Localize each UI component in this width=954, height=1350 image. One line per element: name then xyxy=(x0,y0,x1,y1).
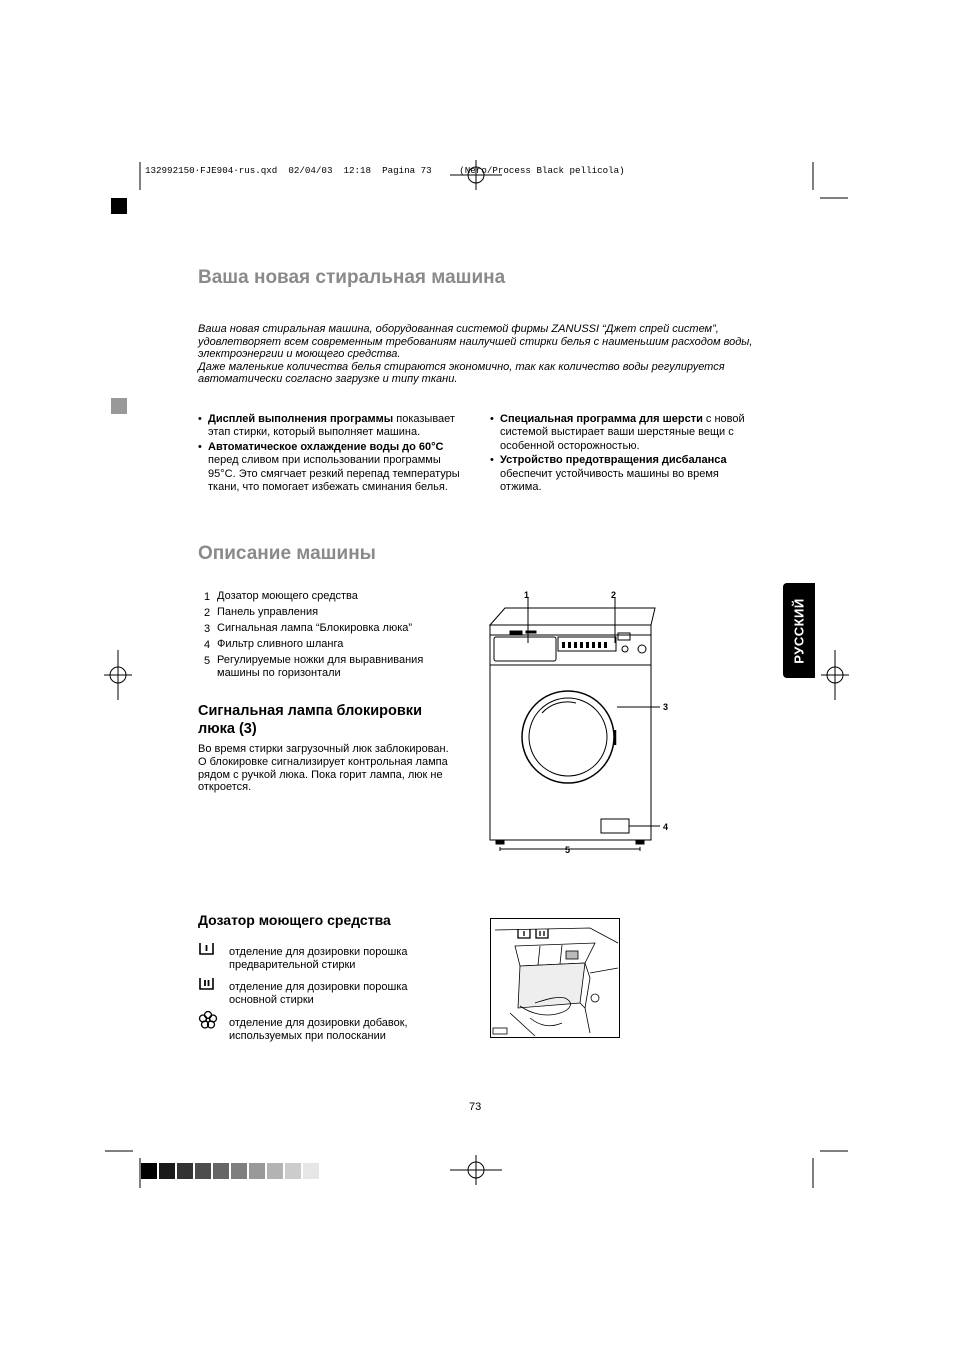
door-outer xyxy=(522,691,614,783)
dispenser-item-text: отделение для дозировки порошка предварительной стирки xyxy=(229,946,408,972)
lock-lamp-text: Во время стирки загрузочный люк заблокирован. О блокировке сигнализирует контрольная лампа рядом с ручкой люка. Пока горит лампа, люк не откроется. xyxy=(198,743,449,794)
color-swatch xyxy=(141,1163,157,1179)
door-glass xyxy=(529,698,607,776)
color-swatch xyxy=(303,1163,319,1179)
feature-text: перед сливом при использовании программы 95°C. Это смягчает резкий перепад температуры ткани, что помогает избежать сминания белья. xyxy=(208,454,460,494)
feature-item xyxy=(198,441,463,495)
color-swatch xyxy=(213,1163,229,1179)
parts-list xyxy=(204,589,454,680)
file-slug: 132992150·FJE904·rus.qxd 02/04/03 12:18 Pagina 73 (Nero/Process Black pellicola) xyxy=(145,165,625,176)
part-number: 2 xyxy=(204,607,211,619)
part-label: Панель управления xyxy=(217,606,319,618)
foot-left xyxy=(496,840,504,844)
feature-bold: Специальная программа для шерсти xyxy=(500,413,703,425)
section-title-dispenser: Дозатор моющего средства xyxy=(198,912,391,928)
feature-bold: Дисплей выполнения программы xyxy=(208,413,394,425)
color-swatch xyxy=(231,1163,247,1179)
parts-list-item xyxy=(204,637,454,653)
dispenser-item-text: отделение для дозировки добавок, используемых при полоскании xyxy=(229,1017,408,1043)
filter-cover xyxy=(601,819,629,833)
section-title-new-machine: Ваша новая стиральная машина xyxy=(198,267,506,288)
prewash-compartment-icon xyxy=(198,941,216,957)
color-swatch xyxy=(285,1163,301,1179)
dispenser-drawer xyxy=(494,637,556,661)
parts-list-item xyxy=(204,621,454,637)
color-swatch xyxy=(267,1163,283,1179)
color-swatch xyxy=(159,1163,175,1179)
color-swatch xyxy=(195,1163,211,1179)
feature-text: показывает этап стирки, который выполняет машина. xyxy=(208,413,455,439)
parts-list-item xyxy=(204,605,454,621)
washing-machine-diagram xyxy=(480,585,680,860)
section-title-description: Описание машины xyxy=(198,543,376,564)
part-number: 3 xyxy=(204,623,211,635)
feature-text: обеспечит устойчивость машины во время отжима. xyxy=(500,467,719,494)
callout-3: 3 xyxy=(663,702,669,712)
features-right xyxy=(490,413,750,495)
callout-2: 2 xyxy=(611,590,617,600)
dispenser-item-text: отделение для дозировки порошка основной стирки xyxy=(229,981,408,1007)
page-number: 73 xyxy=(469,1101,482,1113)
part-number: 4 xyxy=(204,639,211,651)
feature-item xyxy=(490,454,750,494)
color-calibration-bar xyxy=(141,1163,319,1179)
features-left xyxy=(198,413,463,495)
feature-bold: Автоматическое охлаждение воды до 60°C xyxy=(208,440,444,453)
part-label: Фильтр сливного шланга xyxy=(217,638,344,650)
mainwash-compartment-icon xyxy=(198,976,216,992)
dispenser-item xyxy=(198,941,438,973)
intro-text xyxy=(198,323,758,386)
intro-paragraph: Даже маленькие количества белья стираются экономично, так как количество воды регулируется автоматически согласно загрузке и типу ткани. xyxy=(198,360,725,386)
softener-flower-icon xyxy=(198,1010,218,1030)
feature-item xyxy=(490,413,750,453)
color-swatch xyxy=(249,1163,265,1179)
foot-right xyxy=(636,840,644,844)
part-label: Дозатор моющего средства xyxy=(217,590,358,602)
language-tab-label: РУССКИЙ xyxy=(791,597,807,664)
part-label: Регулируемые ножки для выравнивания машины по горизонтали xyxy=(217,654,424,679)
part-number: 1 xyxy=(204,591,211,603)
lock-lamp-title: Сигнальная лампа блокировки люка (3) xyxy=(198,703,422,737)
registration-square-gray xyxy=(111,398,127,414)
part-number: 5 xyxy=(204,655,211,667)
language-tab xyxy=(783,583,815,678)
color-swatch xyxy=(177,1163,193,1179)
feature-bold: Устройство предотвращения дисбаланса xyxy=(500,454,727,467)
callout-5: 5 xyxy=(565,845,571,855)
dispenser-item xyxy=(198,1010,438,1044)
registration-square-black xyxy=(111,198,127,214)
dispenser-drawer-illustration xyxy=(490,918,620,1038)
intro-paragraph: Ваша новая стиральная машина, оборудованная системой фирмы ZANUSSI “Джет спрей систем”, удовлетворяет всем современным требованиям наилучшей стирки белья с наименьшим расходом воды, электроэнергии и моющего средства. xyxy=(198,323,753,361)
machine-top xyxy=(490,608,655,625)
parts-list-item xyxy=(204,653,454,680)
callout-1: 1 xyxy=(524,590,530,600)
feature-item xyxy=(198,413,463,440)
parts-list-item xyxy=(204,589,454,605)
callout-4: 4 xyxy=(663,822,669,832)
feature-text: с новой системой выстирает ваши шерстяные вещи с особенной осторожностью. xyxy=(500,413,745,452)
dispenser-item xyxy=(198,976,438,1008)
part-label: Сигнальная лампа “Блокировка люка” xyxy=(217,622,413,634)
